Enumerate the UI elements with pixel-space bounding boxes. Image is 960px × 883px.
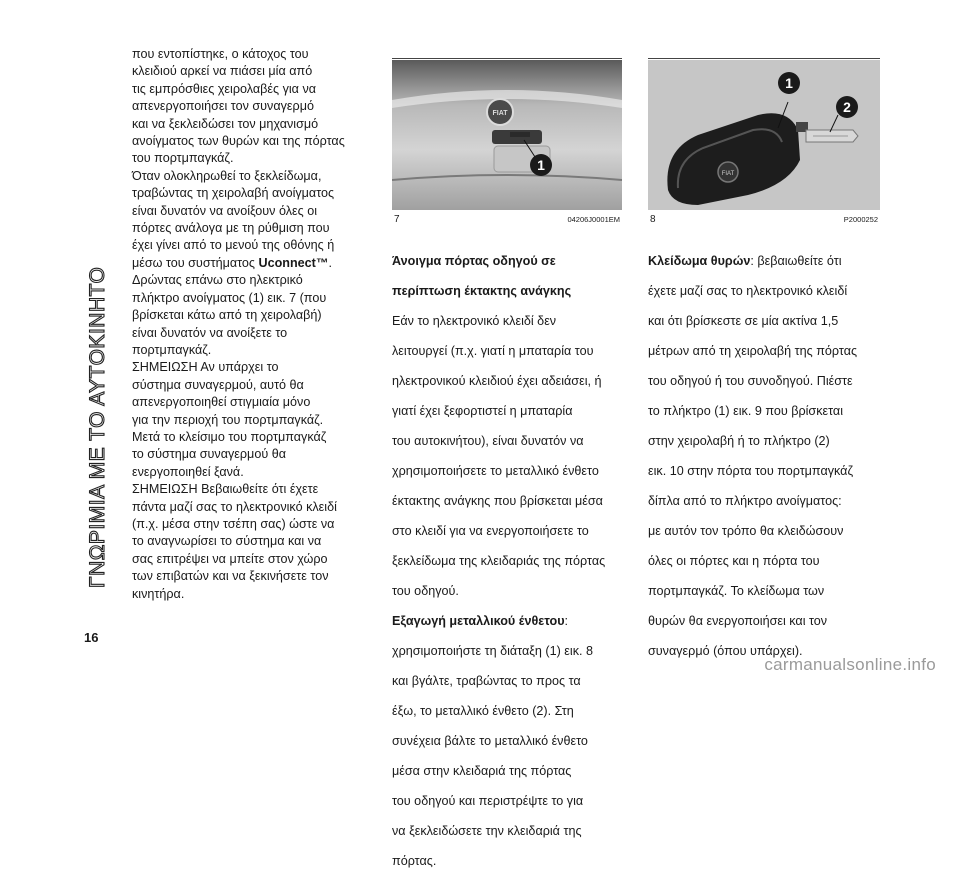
- text-line: ηλεκτρονικού κλειδιού έχει αδειάσει, ή: [392, 373, 602, 388]
- figure-7-caption: [392, 214, 622, 226]
- figure-8-rule: [648, 58, 880, 59]
- text-line: το πλήκτρο (1) εικ. 9 που βρίσκεται: [648, 403, 843, 418]
- watermark: carmanualsonline.info: [764, 655, 936, 674]
- text-line: λειτουργεί (π.χ. γιατί η μπαταρία του: [392, 343, 594, 358]
- text-fragment: :: [564, 613, 569, 628]
- figure-code: 04206J0001EM: [567, 215, 620, 224]
- text-line: σύστημα συναγερμού, αυτό θα: [132, 377, 304, 392]
- trunk-lid-illustration: [392, 60, 622, 210]
- text-line: βρίσκεται κάτω από τη χειρολαβή): [132, 308, 322, 323]
- column-1: [132, 46, 354, 603]
- section-heading-group: [648, 253, 882, 270]
- callout-1: 1: [530, 154, 552, 176]
- text-line: και βγάλτε, τραβώντας το προς τα: [392, 673, 581, 688]
- page-number: 16: [84, 630, 99, 645]
- text-line: στην χειρολαβή ή το πλήκτρο (2): [648, 433, 830, 448]
- section-heading-group: [392, 613, 624, 630]
- text-line: το σύστημα συναγερμού θα: [132, 447, 286, 462]
- text-line: Εάν το ηλεκτρονικό κλειδί δεν: [392, 313, 557, 328]
- figure-7-rule: [392, 58, 622, 59]
- section-heading: περίπτωση έκτακτης ανάγκης: [392, 283, 572, 298]
- text-fragment: μέσω του συστήματος: [132, 255, 259, 270]
- text-line: συνέχεια βάλτε το μεταλλικό ένθετο: [392, 733, 588, 748]
- text-line: του πορτμπαγκάζ.: [132, 151, 234, 166]
- uconnect-term: Uconnect™: [258, 255, 329, 270]
- text-line: του αυτοκινήτου), είναι δυνατόν να: [392, 433, 584, 448]
- text-line: είναι δυνατόν να ανοίξετε το: [132, 325, 288, 340]
- figure-8-caption: [648, 214, 880, 226]
- figure-number: 8: [650, 214, 656, 225]
- text-line: κινητήρα.: [132, 586, 185, 601]
- text-line: έξω, το μεταλλικό ένθετο (2). Στη: [392, 703, 574, 718]
- text-line: τραβώντας τη χειρολαβή ανοίγματος: [132, 186, 335, 201]
- text-line: γιατί έχει ξεφορτιστεί η μπαταρία: [392, 403, 573, 418]
- text-line: πόρτες ανάλογα με τη ρύθμιση που: [132, 221, 330, 236]
- text-line: όλες οι πόρτες και η πόρτα του: [648, 553, 820, 568]
- callout-1: 1: [778, 72, 800, 94]
- text-fragment: : βεβαιωθείτε ότι: [750, 253, 842, 268]
- text-line: απενεργοποιήσει τον συναγερμό: [132, 99, 314, 114]
- text-line: είναι δυνατόν να ανοίξουν όλες οι: [132, 203, 318, 218]
- text-line: Δρώντας επάνω στο ηλεκτρικό: [132, 273, 303, 288]
- text-line: συναγερμό (όπου υπάρχει).: [648, 643, 803, 658]
- text-line: Μετά το κλείσιμο του πορτμπαγκάζ: [132, 429, 327, 444]
- figure-number: 7: [394, 214, 400, 225]
- text-line: με αυτόν τον τρόπο θα κλειδώσουν: [648, 523, 844, 538]
- text-line: ανοίγματος των θυρών και της πόρτας: [132, 134, 345, 149]
- text-line: τις εμπρόσθιες χειρολαβές για να: [132, 81, 317, 96]
- section-heading: Κλείδωμα θυρών: [648, 253, 751, 268]
- section-heading: Εξαγωγή μεταλλικού ένθετου: [392, 613, 565, 628]
- text-line: χρησιμοποιήστε τη διάταξη (1) εικ. 8: [392, 643, 593, 658]
- text-line: θυρών θα ενεργοποιήσει και τον: [648, 613, 828, 628]
- text-line: για την περιοχή του πορτμπαγκάζ.: [132, 412, 324, 427]
- text-line: μέτρων από τη χειρολαβή της πόρτας: [648, 343, 858, 358]
- text-line: εικ. 10 στην πόρτα του πορτμπαγκάζ: [648, 463, 853, 478]
- text-line: ξεκλείδωμα της κλειδαριάς της πόρτας: [392, 553, 606, 568]
- text-line: κλειδιού αρκεί να πιάσει μία από: [132, 64, 313, 79]
- svg-text:FIAT: FIAT: [721, 171, 735, 177]
- text-line-group: [132, 255, 354, 272]
- key-illustration: [648, 60, 880, 210]
- callout-2: 2: [836, 96, 858, 118]
- text-line: χρησιμοποιήσετε το μεταλλικό ένθετο: [392, 463, 599, 478]
- figure-8-image: [648, 60, 880, 210]
- text-line: πάντα μαζί σας το ηλεκτρονικό κλειδί: [132, 499, 337, 514]
- text-line: απενεργοποιηθεί στιγμιαία μόνο: [132, 395, 311, 410]
- section-heading: Άνοιγμα πόρτας οδηγού σε: [392, 253, 556, 268]
- text-line: που εντοπίστηκε, ο κάτοχος του: [132, 47, 309, 61]
- figure-7-image: [392, 60, 622, 210]
- column-2-text: [392, 240, 624, 883]
- text-line: των επιβατών και να ξεκινήσετε τον: [132, 569, 329, 584]
- text-fragment: .: [328, 255, 332, 270]
- text-line: δίπλα από το πλήκτρο ανοίγματος:: [648, 493, 842, 508]
- text-line: και ότι βρίσκεστε σε μία ακτίνα 1,5: [648, 313, 839, 328]
- side-section-title: ΓΝΩΡΙΜΙΑ ΜΕ ΤΟ ΑΥΤΟΚΙΝΗΤΟ: [86, 266, 109, 588]
- text-line: (π.χ. μέσα στην τσέπη σας) ώστε να: [132, 516, 335, 531]
- side-section-tab: [84, 46, 108, 606]
- text-line: πορτμπαγκάζ.: [132, 342, 212, 357]
- text-line: ΣΗΜΕΙΩΣΗ Βεβαιωθείτε ότι έχετε: [132, 482, 319, 497]
- text-line: να ξεκλειδώσετε την κλειδαριά της: [392, 823, 582, 838]
- text-line: του οδηγού και περιστρέψτε το για: [392, 793, 584, 808]
- text-line: έχετε μαζί σας το ηλεκτρονικό κλειδί: [648, 283, 848, 298]
- column-3-text: [648, 240, 882, 673]
- figure-code: P2000252: [843, 215, 878, 224]
- text-line: πλήκτρο ανοίγματος (1) εικ. 7 (που: [132, 290, 327, 305]
- text-line: ΣΗΜΕΙΩΣΗ Αν υπάρχει το: [132, 360, 279, 375]
- text-line: πόρτας.: [392, 853, 437, 868]
- text-line: μέσα στην κλειδαριά της πόρτας: [392, 763, 572, 778]
- text-line: πορτμπαγκάζ. Το κλείδωμα των: [648, 583, 825, 598]
- text-line: το αναγνωρίσει το σύστημα και να: [132, 534, 322, 549]
- text-line: ενεργοποιηθεί ξανά.: [132, 464, 244, 479]
- text-line: έχει γίνει από το μενού της οθόνης ή: [132, 238, 335, 253]
- text-line: σας επιτρέψει να μπείτε στον χώρο: [132, 551, 328, 566]
- text-line: του οδηγού.: [392, 583, 459, 598]
- text-line: στο κλειδί για να ενεργοποιήσετε το: [392, 523, 589, 538]
- text-line: Όταν ολοκληρωθεί το ξεκλείδωμα,: [132, 168, 322, 183]
- text-line: και να ξεκλειδώσει τον μηχανισμό: [132, 116, 319, 131]
- svg-text:FIAT: FIAT: [492, 110, 508, 117]
- text-line: του οδηγού ή του συνοδηγού. Πιέστε: [648, 373, 853, 388]
- text-line: έκτακτης ανάγκης που βρίσκεται μέσα: [392, 493, 603, 508]
